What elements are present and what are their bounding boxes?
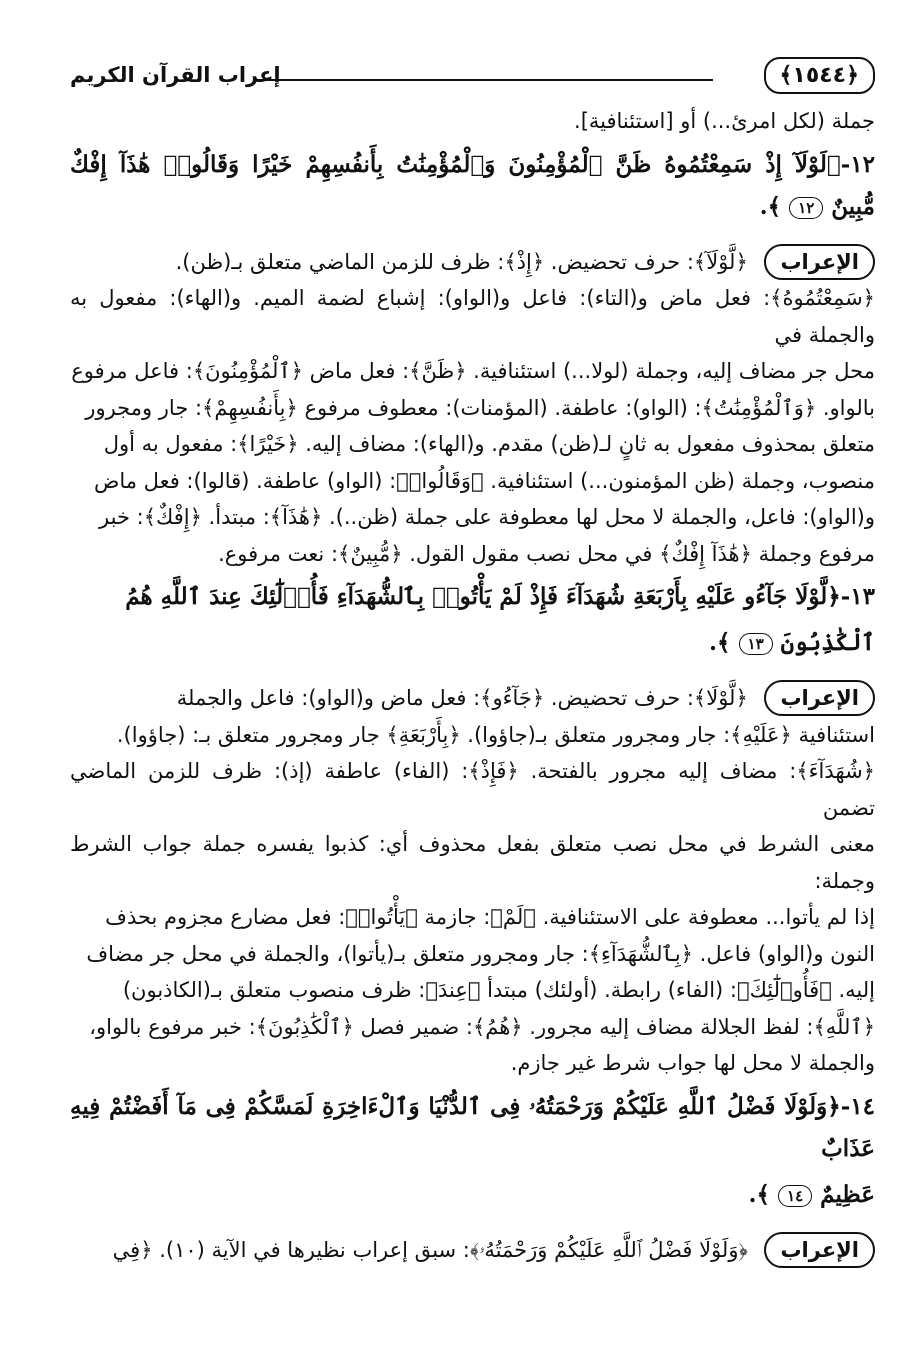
verse-13-continued [70, 622, 875, 664]
irab-text: ﴿لَّوْلَآ﴾: حرف تحضيض. ﴿إِذْ﴾: ظرف للزمن الماضي متعلق بـ(ظن). [175, 249, 748, 274]
verse-end: ﴾. [759, 192, 782, 220]
irab-line: منصوب، وجملة (ظن المؤمنون...) استئنافية. ﴿وَقَالُوا۟﴾: (الواو) عاطفة. (قالوا): فعل ماض [93, 468, 875, 493]
page-header [70, 55, 875, 103]
page-body [70, 103, 875, 1268]
irab-line: معنى الشرط في محل نصب متعلق بفعل محذوف أي: كذبوا يفسره جملة جواب الشرط وجملة: [70, 832, 875, 893]
page-number: ﴿١٥٤٤﴾ [764, 57, 876, 94]
verse-14: ١٤-﴿وَلَوْلَا فَضْلُ ٱللَّهِ عَلَيْكُمْ وَرَحْمَتُهُۥ فِى ٱلدُّنْيَا وَٱلْءَاخِرَةِ لَمَسَّكُمْ فِى مَآ أَفَضْتُمْ فِيهِ عَذَابٌ [70, 1092, 875, 1162]
irab-line: بالواو. ﴿وَٱلْمُؤْمِنَٰتُ﴾: (الواو): عاطفة. (المؤمنات): معطوف مرفوع ﴿بِأَنفُسِهِمْ﴾: جار ومجرور [85, 395, 875, 420]
irab-line: إذا لم يأتوا... معطوفة على الاستئنافية. ﴿لَمْ﴾: جازمة ﴿يَأْتُوا۟﴾: فعل مضارع مجزوم بحذف [105, 905, 875, 929]
irab-line: ﴿ٱللَّهِ﴾: لفظ الجلالة مضاف إليه مجرور. ﴿هُمُ﴾: ضمير فصل ﴿ٱلْكَٰذِبُونَ﴾: خبر مرفوع بالواو، [89, 1014, 875, 1039]
document-page [70, 55, 875, 1315]
irab-line: و(الواو): فاعل، والجملة لا محل لها معطوفة على جملة (ظن..). ﴿هَٰذَآ﴾: مبتدأ. ﴿إِفْكٌ﴾: خبر [99, 505, 875, 529]
ayah-number-marker: ١٢ [789, 197, 823, 219]
ayah-number-marker: ١٤ [778, 1185, 812, 1207]
spacer [70, 1216, 875, 1232]
irab-line [70, 244, 875, 281]
header-rule [255, 79, 713, 81]
irab-label: الإعراب [764, 244, 875, 280]
verse-14-continued [70, 1174, 875, 1216]
irab-line: إليه. ﴿فَأُو۟لَٰٓئِكَ﴾: (الفاء) رابطة. (أولئك) مبتدأ ﴿عِندَ﴾: ظرف منصوب متعلق بـ(الكاذبون) [122, 978, 875, 1002]
irab-line: محل جر مضاف إليه، وجملة (لولا...) استئنافية. ﴿ظَنَّ﴾: فعل ماض ﴿ٱلْمُؤْمِنُونَ﴾: فاعل مرفوع [71, 359, 875, 383]
verse-end: ﴾. [709, 629, 731, 656]
irab-label: الإعراب [764, 1232, 875, 1268]
irab-line: النون و(الواو) فاعل. ﴿بِٱلشُّهَدَآءِ﴾: جار ومجرور متعلق بـ(يأتوا)، والجملة في محل جر مضاف [86, 941, 875, 966]
verse-text: ١٢-﴿لَوْلَآ إِذْ سَمِعْتُمُوهُ ظَنَّ ٱلْمُؤْمِنُونَ وَٱلْمُؤْمِنَٰتُ بِأَنفُسِهِمْ خَيْرًا وَقَالُوا۟ هَٰذَآ إِفْكٌ مُّبِينٌ [70, 150, 875, 220]
irab-line: استئنافية ﴿عَلَيْهِ﴾: جار ومجرور متعلق بـ(جاؤوا). ﴿بِأَرْبَعَةِ﴾ جار ومجرور متعلق بـ: (جاؤوا). [116, 722, 875, 747]
irab-line: ﴿سَمِعْتُمُوهُ﴾: فعل ماض و(التاء): فاعل و(الواو): إشباع لضمة الميم. و(الهاء): مفعول به والجملة في [70, 286, 875, 347]
irab-line [70, 680, 875, 717]
irab-line: متعلق بمحذوف مفعول به ثانٍ لـ(ظن) مقدم. و(الهاء): مضاف إليه. ﴿خَيْرًا﴾: مفعول به أول [103, 432, 875, 456]
irab-line [70, 1232, 875, 1269]
irab-line: مرفوع وجملة ﴿هَٰذَآ إِفْكٌ﴾ في محل نصب مقول القول. ﴿مُّبِينٌ﴾: نعت مرفوع. [218, 541, 875, 566]
verse-text: ٱلْكَٰذِبُونَ [780, 629, 875, 656]
irab-label: الإعراب [764, 680, 875, 716]
spacer [70, 664, 875, 680]
running-title: إعراب القرآن الكريم [70, 63, 281, 87]
irab-text: ﴿لَّوْلَا﴾: حرف تحضيض. ﴿جَآءُو﴾: فعل ماض و(الواو): فاعل والجملة [176, 686, 748, 710]
verse-13: ١٣-﴿لَّوْلَا جَآءُو عَلَيْهِ بِأَرْبَعَةِ شُهَدَآءَ فَإِذْ لَمْ يَأْتُوا۟ بِٱلشُّهَدَآءِ فَأُو۟لَٰٓئِكَ عِندَ ٱللَّهِ هُمُ [125, 583, 875, 610]
irab-line: ﴿شُهَدَآءَ﴾: مضاف إليه مجرور بالفتحة. ﴿فَإِذْ﴾: (الفاء) عاطفة (إذ): ظرف للزمن الماضي تضمن [70, 759, 875, 820]
verse-end: ﴾. [748, 1180, 770, 1208]
verse-text: عَظِيمٌ [820, 1180, 875, 1208]
spacer [70, 228, 875, 244]
paragraph: جملة (لكل امرئ...) أو [استئنافية]. [574, 109, 875, 133]
verse-12 [70, 144, 875, 228]
irab-line: والجملة لا محل لها جواب شرط غير جازم. [510, 1051, 875, 1075]
ayah-number-marker: ١٣ [739, 633, 773, 655]
irab-text: ﴿وَلَوْلَا فَضْلُ ٱللَّهِ عَلَيْكُمْ وَرَحْمَتُهُۥ﴾: سبق إعراب نظيرها في الآية (١٠). ﴿فِي [112, 1237, 748, 1262]
